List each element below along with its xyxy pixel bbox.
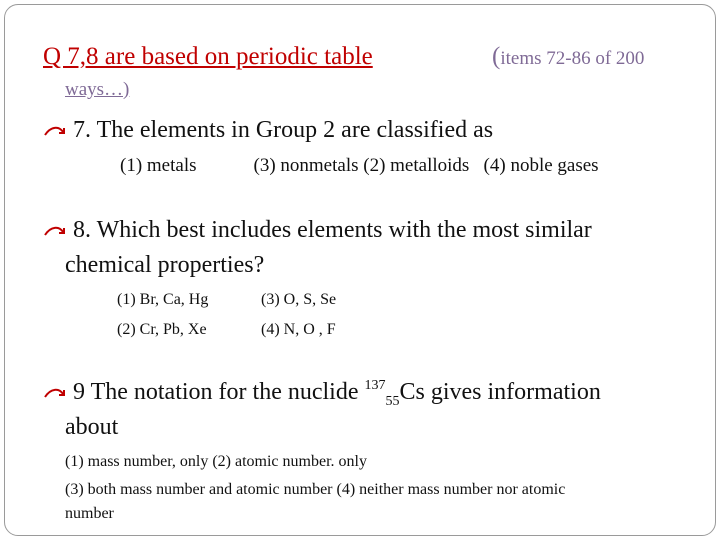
question-7	[43, 117, 493, 144]
question-9	[43, 378, 601, 409]
question-8	[43, 217, 592, 244]
question-8-option-4: (4) N, O , F	[261, 321, 336, 338]
curved-arrow-bullet-icon	[43, 386, 67, 400]
title-link[interactable]	[492, 43, 644, 71]
question-7-options: (1) metals (3) nonmetals (2) metalloids (4) noble gases	[120, 155, 599, 176]
question-8-option-2: (2) Cr, Pb, Xe	[117, 321, 207, 338]
title-paren: (	[492, 43, 501, 70]
question-7-stem: 7. The elements in Group 2 are classified as	[73, 117, 494, 143]
curved-arrow-bullet-icon	[43, 224, 67, 238]
curved-arrow-bullet-icon	[43, 124, 67, 138]
question-9-stem-line2: about	[65, 414, 119, 440]
question-8-stem-line1: 8. Which best includes elements with the most similar	[73, 217, 592, 243]
nuclide-atomic-number: 55	[385, 394, 400, 409]
question-9-options-line2: (3) both mass number and atomic number (4) neither mass number nor atomic	[65, 481, 566, 498]
question-9-stem-after: gives information	[424, 379, 601, 405]
question-9-options-line1: (1) mass number, only (2) atomic number. only	[65, 453, 367, 470]
slide-title: Q 7,8 are based on periodic table	[43, 43, 373, 70]
title-link-text-1: items 72-86 of 200	[500, 48, 645, 69]
title-link-text-2[interactable]: ways…)	[65, 79, 130, 100]
nuclide-mass-number: 137	[364, 378, 386, 393]
question-8-option-3: (3) O, S, Se	[261, 291, 337, 308]
question-8-stem-line2: chemical properties?	[65, 252, 265, 278]
nuclide-symbol: Cs	[399, 379, 425, 405]
question-8-option-1: (1) Br, Ca, Hg	[117, 291, 209, 308]
slide	[4, 4, 716, 536]
question-9-stem-before: 9 The notation for the nuclide	[73, 379, 365, 405]
question-9-options-line3: number	[65, 505, 114, 522]
